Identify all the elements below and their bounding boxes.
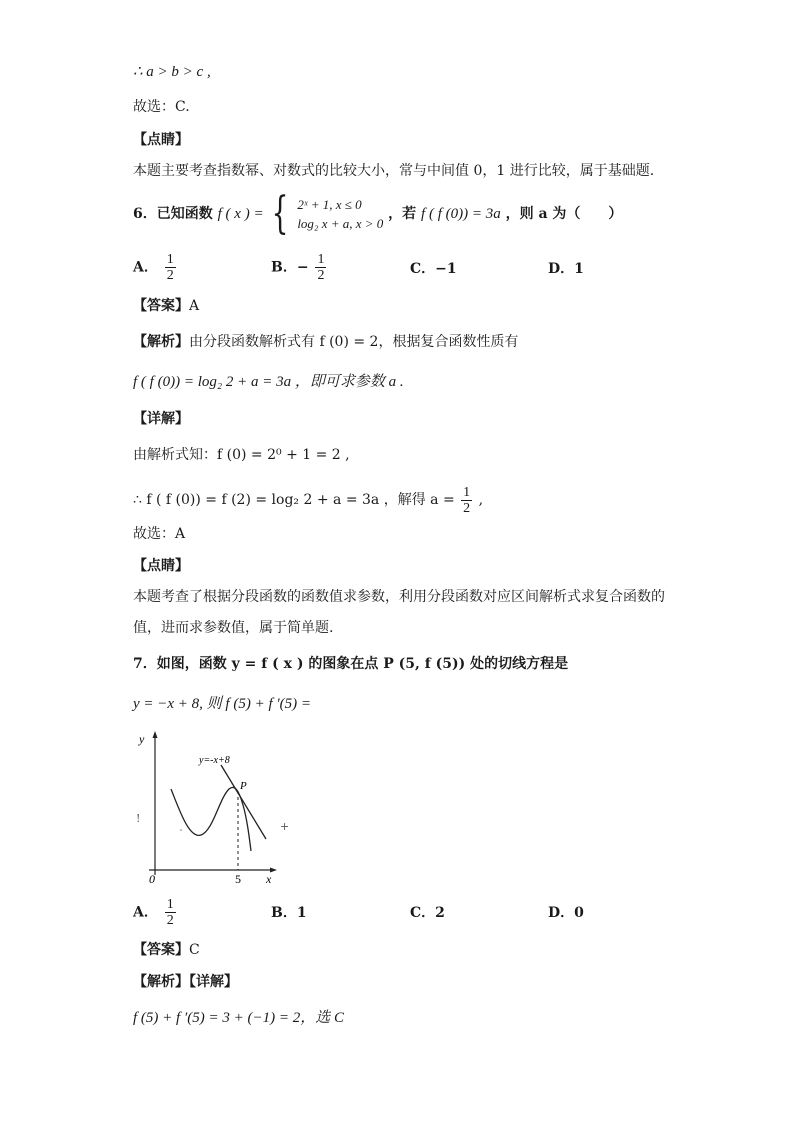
scan-dot (180, 829, 182, 831)
piecewise-cases: 2ˣ + 1, x ≤ 0 log₂ x + a, x > 0 (297, 197, 384, 231)
q6-option-a: A． $\frac{1}{2}$ (133, 252, 174, 283)
scan-artifact-2: + (280, 820, 290, 833)
y-axis-label: y (139, 732, 145, 746)
answer-6: 【答案】A (133, 298, 200, 314)
remark-heading-2: 【点睛】 (133, 558, 189, 574)
q7-option-c: C．2 (410, 905, 445, 921)
question-6: 6．已知函数 f ( x ) = { 2ˣ + 1, x ≤ 0 log₂ x + a, x > 0 ，若 f ( f (0)) = 3a ，则 a 为（ ） (133, 188, 623, 239)
q7-option-d: D．0 (548, 905, 584, 921)
q6-option-d: D．1 (548, 261, 584, 277)
summary-line-1: 本题考查了根据分段函数的函数值求参数，利用分段函数对应区间解析式求复合函数的 (133, 589, 665, 605)
final-answer-line: f (5) + f ′(5) = 3 + (−1) = 2，选 C (133, 1010, 344, 1026)
q6-option-b: B．− $\frac{1}{2}$ (271, 252, 325, 283)
choice-line: 故选：C. (133, 99, 190, 115)
summary-line-2: 值，进而求参数值，属于简单题. (133, 620, 334, 636)
detail-line-2: ∴ f ( f (0)) = f (2) = log₂ 2 + a = 3a ，解得 a = $\frac{1}{2}$ , (133, 484, 484, 516)
function-curve (171, 787, 251, 851)
detail-line-1: 由解析式知：f (0) = 2⁰ + 1 = 2 , (133, 447, 350, 463)
remark-text: 本题主要考查指数幂、对数式的比较大小，常与中间值 0，1 进行比较，属于基础题. (133, 163, 655, 179)
q7-option-a: A． $\frac{1}{2}$ (133, 897, 174, 928)
point-p-label: P (240, 780, 247, 792)
piecewise-brace: { (272, 188, 289, 239)
tangent-label: y=-x+8 (199, 755, 230, 766)
q7-option-b: B．1 (271, 905, 307, 921)
function-graph (133, 727, 293, 887)
choice-a-line: 故选：A (133, 526, 186, 542)
conclusion-line: ∴ a > b > c , (133, 64, 211, 80)
question-7: 7．如图，函数 y = f ( x ) 的图象在点 P (5, f (5)) 处的切线方程是 (133, 656, 569, 672)
x-axis-label: x (266, 872, 272, 886)
analysis-6-formula: f ( f (0)) = log₂ 2 + a = 3a ，即可求参数 a . (133, 374, 404, 390)
q6-option-c: C．−1 (410, 261, 457, 277)
analysis-6: 【解析】由分段函数解析式有 f (0) = 2，根据复合函数性质有 (133, 334, 519, 350)
origin-label: 0 (149, 872, 155, 886)
question-7-condition: y = −x + 8, 则 f (5) + f ′(5) = (133, 696, 312, 712)
remark-heading: 【点睛】 (133, 132, 189, 148)
scan-artifact: ! (136, 812, 141, 825)
x-tick-label: 5 (235, 872, 241, 886)
detail-heading: 【详解】 (133, 411, 189, 427)
tangent-line (221, 765, 266, 839)
analysis-7: 【解析】【详解】 (133, 974, 238, 990)
y-axis-arrow (153, 731, 158, 738)
answer-7: 【答案】C (133, 942, 200, 958)
